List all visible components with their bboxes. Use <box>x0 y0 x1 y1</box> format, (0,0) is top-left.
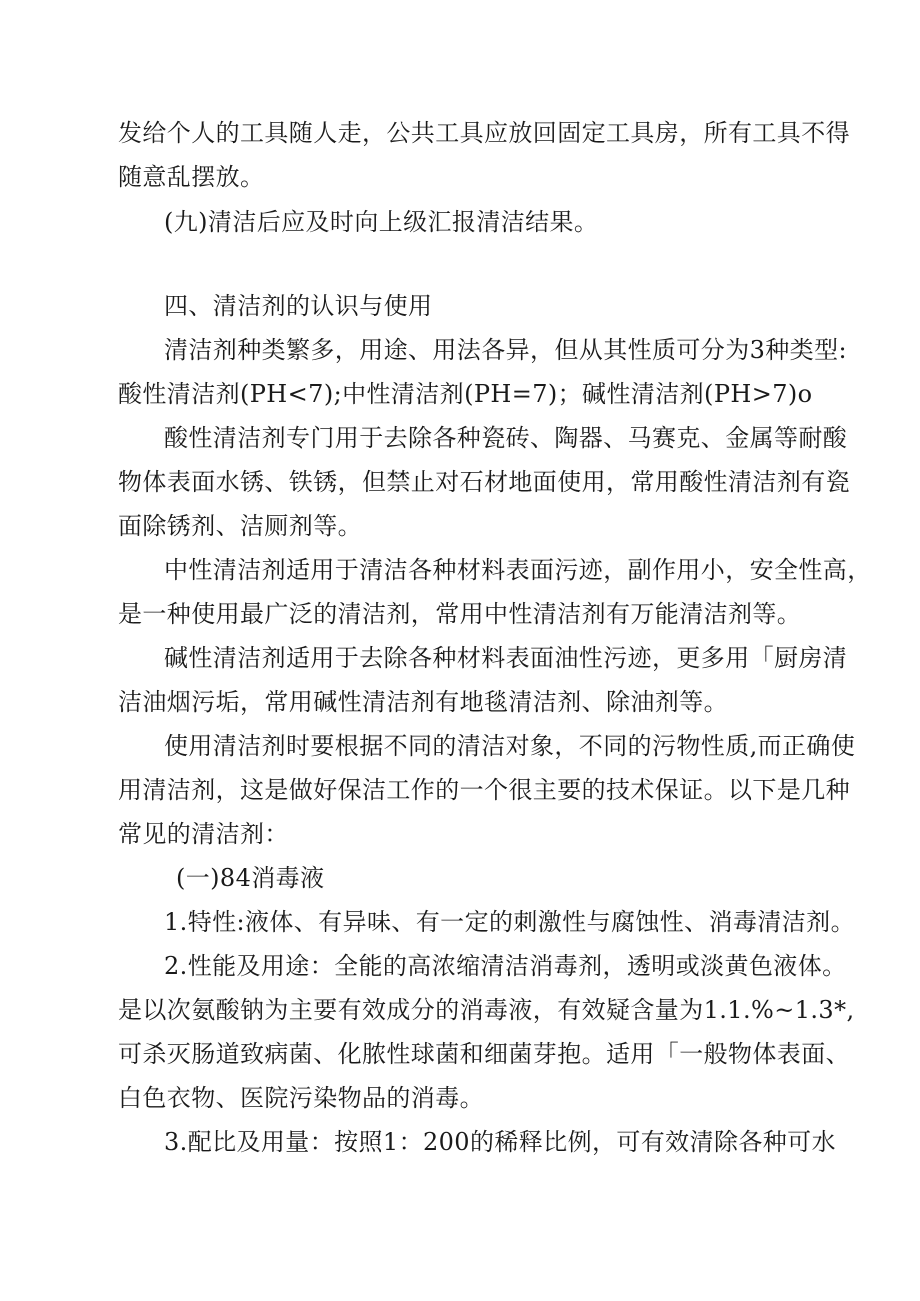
text-line: 面除锈剂、洁厕剂等。 <box>118 512 362 540</box>
text-line: 2.性能及用途：全能的高浓缩清洁消毒剂，透明或淡黄色液体。 <box>164 952 847 980</box>
text-line: 中性清洁剂适用于清洁各种材料表面污迹，副作用小，安全性高， <box>164 556 872 584</box>
text-line: 3.配比及用量：按照1：200的稀释比例，可有效清除各种可水 <box>164 1128 836 1156</box>
text-line: 用清洁剂，这是做好保洁工作的一个很主要的技术保证。以下是几种 <box>118 776 850 804</box>
text-line: 是一种使用最广泛的清洁剂，常用中性清洁剂有万能清洁剂等。 <box>118 600 802 628</box>
text-line: 洁油烟污垢，常用碱性清洁剂有地毯清洁剂、除油剂等。 <box>118 688 728 716</box>
text-line: 清洁剂种类繁多，用途、用法各异，但从其性质可分为3种类型: <box>164 336 847 364</box>
text-line: 物体表面水锈、铁锈，但禁止对石材地面使用，常用酸性清洁剂有瓷 <box>118 468 850 496</box>
text-line: 1.特性:液体、有异味、有一定的刺激性与腐蚀性、消毒清洁剂。 <box>164 908 855 936</box>
text-line: 可杀灭肠道致病菌、化脓性球菌和细菌芽抱。适用「一般物体表面、 <box>118 1040 850 1068</box>
text-line: 是以次氨酸钠为主要有效成分的消毒液，有效疑含量为1.1.%~1.3*, <box>118 996 855 1024</box>
text-line: (九)清洁后应及时向上级汇报清洁结果。 <box>164 208 599 236</box>
text-line: 常见的清洁剂： <box>118 820 289 848</box>
text-line: 随意乱摆放。 <box>118 163 265 191</box>
text-line: 碱性清洁剂适用于去除各种材料表面油性污迹，更多用「厨房清 <box>164 644 848 672</box>
text-line: 发给个人的工具随人走，公共工具应放回固定工具房，所有工具不得 <box>118 119 850 147</box>
subsection-heading: (一)84消毒液 <box>176 864 325 892</box>
section-heading: 四、清洁剂的认识与使用 <box>164 292 433 320</box>
text-line: 酸性清洁剂(PH<7);中性清洁剂(PH=7)；碱性清洁剂(PH>7)o <box>118 380 813 408</box>
text-line: 白色衣物、医院污染物品的消毒。 <box>118 1084 484 1112</box>
text-line: 酸性清洁剂专门用于去除各种瓷砖、陶器、马赛克、金属等耐酸 <box>164 424 848 452</box>
text-line: 使用清洁剂时要根据不同的清洁对象，不同的污物性质,而正确使 <box>164 732 856 760</box>
